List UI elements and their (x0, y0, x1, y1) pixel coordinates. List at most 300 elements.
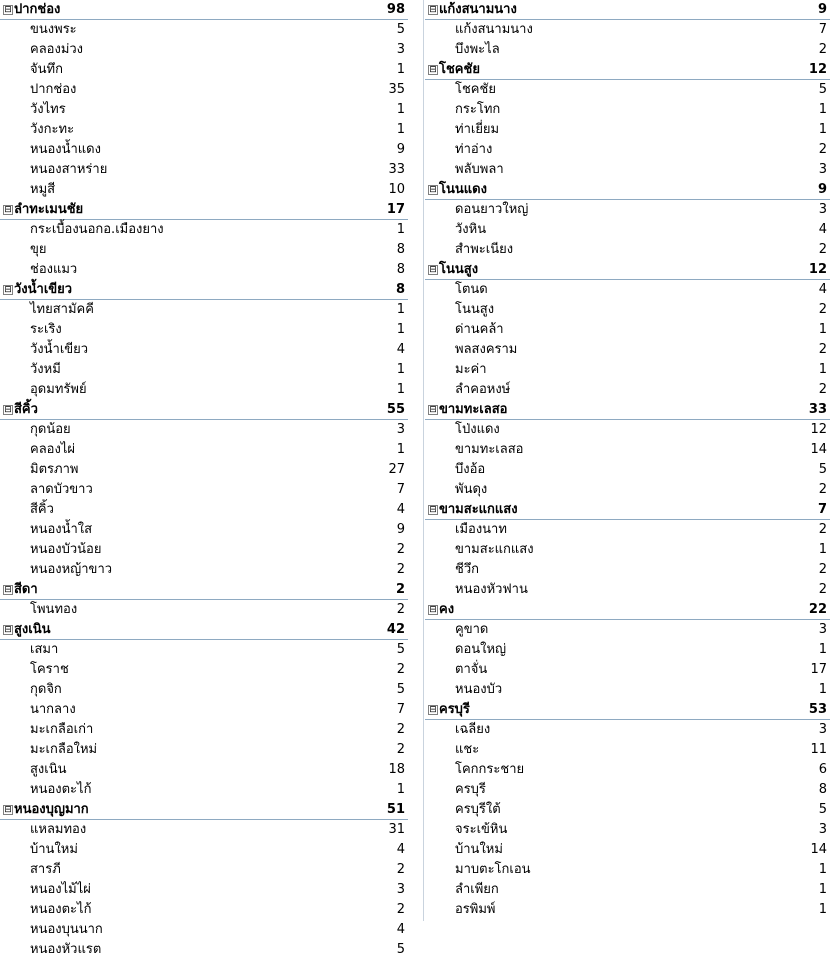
item-value: 5 (396, 642, 405, 657)
group-total: 9 (817, 2, 827, 17)
item-row[interactable] (0, 260, 408, 280)
item-row[interactable] (0, 180, 408, 200)
item-row[interactable] (425, 800, 830, 820)
item-row[interactable] (0, 940, 408, 960)
item-value: 33 (388, 162, 405, 177)
group-label: ปากช่อง (14, 2, 61, 17)
item-row[interactable] (425, 580, 830, 600)
item-value: 5 (396, 22, 405, 37)
item-row[interactable] (425, 820, 830, 840)
group-total: 2 (395, 582, 405, 597)
collapse-toggle-icon[interactable]: ⊟ (4, 625, 12, 635)
item-row[interactable] (425, 360, 830, 380)
group-row[interactable] (0, 580, 408, 600)
item-value: 8 (396, 262, 405, 277)
item-label: ดอนยาวใหญ่ (455, 202, 529, 217)
item-label: หมูสี (30, 182, 56, 197)
item-label: ลำเพียก (455, 882, 499, 897)
item-value: 2 (396, 902, 405, 917)
item-value: 1 (396, 362, 405, 377)
item-value: 3 (818, 202, 827, 217)
item-value: 2 (396, 542, 405, 557)
item-value: 2 (396, 562, 405, 577)
group-row[interactable] (0, 280, 408, 300)
group-total: 42 (386, 622, 405, 637)
collapse-toggle-icon[interactable]: ⊟ (429, 265, 437, 275)
item-row[interactable] (0, 120, 408, 140)
item-row[interactable] (425, 680, 830, 700)
item-label: ลาดบัวขาว (30, 482, 93, 497)
item-value: 31 (388, 822, 405, 837)
item-value: 1 (396, 322, 405, 337)
item-row[interactable] (0, 540, 408, 560)
group-total: 9 (817, 182, 827, 197)
item-row[interactable] (425, 280, 830, 300)
item-value: 5 (818, 802, 827, 817)
item-row[interactable] (425, 880, 830, 900)
item-row[interactable] (425, 620, 830, 640)
group-total: 22 (808, 602, 827, 617)
item-value: 7 (396, 702, 405, 717)
item-label: ไทยสามัคคี (30, 302, 94, 317)
collapse-toggle-icon[interactable]: ⊟ (429, 705, 437, 715)
item-value: 2 (396, 862, 405, 877)
item-value: 4 (396, 342, 405, 357)
item-value: 2 (396, 722, 405, 737)
item-label: วังน้ำเขียว (30, 342, 89, 357)
item-label: เสมา (30, 642, 59, 657)
item-value: 5 (396, 942, 405, 957)
item-label: หนองตะไก้ (30, 902, 92, 917)
item-label: หนองหญ้าขาว (30, 562, 113, 577)
group-label: สีดา (14, 582, 38, 597)
item-label: ดอนใหญ่ (455, 642, 507, 657)
group-total: 51 (386, 802, 405, 817)
group-total: 12 (808, 262, 827, 277)
item-label: เมืองนาท (455, 522, 507, 537)
item-label: วังไทร (30, 102, 66, 117)
item-label: พลับพลา (455, 162, 504, 177)
item-label: กระเบื้องนอกอ.เมืองยาง (30, 222, 164, 237)
item-row[interactable] (0, 220, 408, 240)
item-value: 1 (818, 682, 827, 697)
group-total: 33 (808, 402, 827, 417)
item-label: โป่งแดง (455, 422, 500, 437)
item-value: 2 (818, 522, 827, 537)
item-label: มาบตะโกเอน (455, 862, 531, 877)
item-value: 2 (818, 582, 827, 597)
item-label: มะเกลือเก่า (30, 722, 94, 737)
item-label: อุดมทรัพย์ (30, 382, 87, 397)
column-divider (423, 0, 424, 921)
item-value: 1 (818, 322, 827, 337)
item-row[interactable] (425, 480, 830, 500)
collapse-toggle-icon[interactable]: ⊟ (4, 805, 12, 815)
item-row[interactable] (425, 220, 830, 240)
item-label: ท่าเยี่ยม (455, 122, 500, 137)
item-label: สำพะเนียง (455, 242, 514, 257)
item-value: 9 (396, 522, 405, 537)
item-row[interactable] (425, 860, 830, 880)
item-row[interactable] (0, 380, 408, 400)
item-label: หนองไม้ไผ่ (30, 882, 91, 897)
group-row[interactable] (425, 180, 830, 200)
item-value: 1 (818, 862, 827, 877)
item-row[interactable] (0, 420, 408, 440)
pivot-column-right (425, 0, 830, 920)
collapse-toggle-icon[interactable]: ⊟ (429, 605, 437, 615)
item-row[interactable] (0, 860, 408, 880)
item-value: 1 (818, 102, 827, 117)
item-label: สูงเนิน (30, 762, 67, 777)
item-row[interactable] (0, 60, 408, 80)
item-label: อรพิมพ์ (455, 902, 496, 917)
item-label: สารภี (30, 862, 61, 877)
item-row[interactable] (425, 720, 830, 740)
item-label: ขุย (30, 242, 47, 257)
item-value: 3 (396, 422, 405, 437)
item-label: พันดุง (455, 482, 488, 497)
item-label: คลองม่วง (30, 42, 84, 57)
item-value: 1 (818, 122, 827, 137)
group-label: โนนแดง (439, 182, 487, 197)
item-value: 4 (396, 922, 405, 937)
item-label: ด่านคล้า (455, 322, 504, 337)
item-value: 5 (396, 682, 405, 697)
collapse-toggle-icon[interactable]: ⊟ (429, 505, 437, 515)
item-label: นากลาง (30, 702, 76, 717)
item-label: มะเกลือใหม่ (30, 742, 98, 757)
item-row[interactable] (0, 820, 408, 840)
item-row[interactable] (0, 80, 408, 100)
group-total: 98 (386, 2, 405, 17)
item-row[interactable] (0, 640, 408, 660)
item-row[interactable] (0, 520, 408, 540)
item-row[interactable] (425, 740, 830, 760)
item-row[interactable] (0, 40, 408, 60)
item-label: ช่องแมว (30, 262, 78, 277)
item-label: วังหมี (30, 362, 61, 377)
item-value: 2 (818, 142, 827, 157)
item-row[interactable] (425, 520, 830, 540)
item-value: 2 (396, 662, 405, 677)
item-label: จระเข้หิน (455, 822, 508, 837)
group-label: โนนสูง (439, 262, 479, 277)
item-value: 3 (818, 722, 827, 737)
item-label: โชคชัย (455, 82, 496, 97)
item-value: 35 (388, 82, 405, 97)
item-value: 1 (396, 302, 405, 317)
collapse-toggle-icon[interactable]: ⊟ (429, 65, 437, 75)
item-row[interactable] (0, 920, 408, 940)
item-label: บ้านใหม่ (455, 842, 503, 857)
group-label: ขามทะเลสอ (439, 402, 508, 417)
item-row[interactable] (425, 420, 830, 440)
item-row[interactable] (425, 660, 830, 680)
item-value: 3 (396, 42, 405, 57)
item-label: หนองบัวน้อย (30, 542, 102, 557)
item-row[interactable] (425, 120, 830, 140)
item-value: 3 (818, 822, 827, 837)
item-value: 5 (818, 82, 827, 97)
group-total: 8 (395, 282, 405, 297)
item-value: 1 (396, 442, 405, 457)
group-label: แก้งสนามนาง (439, 2, 517, 17)
group-row[interactable] (425, 60, 830, 80)
group-row[interactable] (425, 500, 830, 520)
group-row[interactable] (0, 400, 408, 420)
item-label: คลองไผ่ (30, 442, 75, 457)
item-label: ตาจั่น (455, 662, 488, 677)
group-label: หนองบุญมาก (14, 802, 89, 817)
item-label: บึงอ้อ (455, 462, 486, 477)
item-row[interactable] (0, 480, 408, 500)
item-row[interactable] (425, 540, 830, 560)
item-row[interactable] (0, 500, 408, 520)
item-label: หนองบัว (455, 682, 503, 697)
item-value: 1 (396, 122, 405, 137)
item-value: 1 (396, 102, 405, 117)
item-label: พลสงคราม (455, 342, 518, 357)
group-label: สีคิ้ว (14, 402, 38, 417)
pivot-column-left (0, 0, 408, 960)
item-value: 2 (818, 242, 827, 257)
item-value: 8 (818, 782, 827, 797)
item-label: ท่าอ่าง (455, 142, 493, 157)
group-total: 17 (386, 202, 405, 217)
item-row[interactable] (425, 440, 830, 460)
item-label: ปากช่อง (30, 82, 77, 97)
item-value: 27 (388, 462, 405, 477)
collapse-toggle-icon[interactable]: ⊟ (4, 405, 12, 415)
item-label: ขนงพระ (30, 22, 77, 37)
item-label: ครบุรีใต้ (455, 802, 501, 817)
item-row[interactable] (425, 460, 830, 480)
item-row[interactable] (425, 320, 830, 340)
item-row[interactable] (425, 140, 830, 160)
item-label: เฉลียง (455, 722, 491, 737)
item-label: วังกะทะ (30, 122, 75, 137)
item-label: ครบุรี (455, 782, 486, 797)
collapse-toggle-icon[interactable]: ⊟ (429, 405, 437, 415)
item-label: กุดจิก (30, 682, 62, 697)
group-label: วังน้ำเขียว (14, 282, 73, 297)
item-value: 2 (818, 342, 827, 357)
collapse-toggle-icon[interactable]: ⊟ (4, 5, 12, 15)
item-label: โนนสูง (455, 302, 495, 317)
collapse-toggle-icon[interactable]: ⊟ (4, 585, 12, 595)
item-row[interactable] (0, 900, 408, 920)
item-value: 4 (396, 502, 405, 517)
item-row[interactable] (0, 840, 408, 860)
item-row[interactable] (425, 80, 830, 100)
item-value: 1 (818, 542, 827, 557)
item-row[interactable] (425, 200, 830, 220)
item-row[interactable] (425, 300, 830, 320)
item-value: 4 (818, 282, 827, 297)
group-total: 53 (808, 702, 827, 717)
item-row[interactable] (0, 700, 408, 720)
item-value: 18 (388, 762, 405, 777)
group-row[interactable] (425, 0, 830, 20)
item-label: จันทึก (30, 62, 63, 77)
item-value: 17 (810, 662, 827, 677)
item-row[interactable] (425, 340, 830, 360)
item-label: กุดน้อย (30, 422, 71, 437)
item-row[interactable] (0, 460, 408, 480)
item-label: คูขาด (455, 622, 489, 637)
item-value: 1 (396, 382, 405, 397)
item-label: หนองตะไก้ (30, 782, 92, 797)
group-row[interactable] (425, 400, 830, 420)
group-total: 7 (817, 502, 827, 517)
item-label: มิตรภาพ (30, 462, 79, 477)
item-row[interactable] (425, 560, 830, 580)
group-label: ขามสะแกแสง (439, 502, 518, 517)
collapse-toggle-icon[interactable]: ⊟ (4, 205, 12, 215)
item-row[interactable] (0, 600, 408, 620)
collapse-toggle-icon[interactable]: ⊟ (429, 5, 437, 15)
item-row[interactable] (0, 680, 408, 700)
item-label: หนองหัวฟาน (455, 582, 528, 597)
item-row[interactable] (0, 780, 408, 800)
item-row[interactable] (0, 440, 408, 460)
item-label: ขามทะเลสอ (455, 442, 524, 457)
item-label: บ้านใหม่ (30, 842, 78, 857)
item-label: สีคิ้ว (30, 502, 54, 517)
item-value: 11 (810, 742, 827, 757)
item-row[interactable] (425, 900, 830, 920)
item-row[interactable] (425, 160, 830, 180)
item-value: 1 (396, 62, 405, 77)
item-label: ชีวึก (455, 562, 479, 577)
item-value: 3 (818, 162, 827, 177)
item-label: หนองสาหร่าย (30, 162, 108, 177)
item-row[interactable] (0, 240, 408, 260)
item-label: กระโทก (455, 102, 501, 117)
item-row[interactable] (425, 380, 830, 400)
item-value: 1 (818, 362, 827, 377)
group-row[interactable] (425, 260, 830, 280)
group-row[interactable] (425, 700, 830, 720)
item-label: โตนด (455, 282, 488, 297)
item-label: บึงพะไล (455, 42, 500, 57)
group-total: 55 (386, 402, 405, 417)
item-label: ระเริง (30, 322, 62, 337)
item-label: หนองน้ำใส (30, 522, 93, 537)
item-row[interactable] (0, 740, 408, 760)
item-row[interactable] (0, 300, 408, 320)
item-value: 8 (396, 242, 405, 257)
item-row[interactable] (425, 20, 830, 40)
item-value: 2 (818, 302, 827, 317)
item-label: แก้งสนามนาง (455, 22, 533, 37)
item-row[interactable] (0, 720, 408, 740)
item-row[interactable] (425, 780, 830, 800)
group-row[interactable] (0, 800, 408, 820)
item-row[interactable] (0, 560, 408, 580)
item-row[interactable] (425, 840, 830, 860)
item-row[interactable] (425, 760, 830, 780)
group-label: ลำทะเมนชัย (14, 202, 84, 217)
item-value: 5 (818, 462, 827, 477)
item-value: 14 (810, 842, 827, 857)
item-row[interactable] (0, 20, 408, 40)
group-row[interactable] (425, 600, 830, 620)
item-value: 1 (396, 222, 405, 237)
item-value: 7 (396, 482, 405, 497)
item-row[interactable] (0, 760, 408, 780)
item-value: 2 (396, 742, 405, 757)
item-row[interactable] (0, 160, 408, 180)
item-row[interactable] (425, 100, 830, 120)
item-value: 4 (818, 222, 827, 237)
item-row[interactable] (425, 240, 830, 260)
group-label: โชคชัย (439, 62, 480, 77)
item-value: 4 (396, 842, 405, 857)
item-value: 3 (396, 882, 405, 897)
group-label: ครบุรี (439, 702, 470, 717)
item-value: 9 (396, 142, 405, 157)
group-label: สูงเนิน (14, 622, 51, 637)
item-value: 10 (388, 182, 405, 197)
group-label: คง (439, 602, 455, 617)
item-row[interactable] (0, 360, 408, 380)
item-label: มะค่า (455, 362, 487, 377)
item-label: หนองน้ำแดง (30, 142, 101, 157)
item-label: ลำคอหงษ์ (455, 382, 511, 397)
item-value: 2 (818, 482, 827, 497)
group-row[interactable] (0, 0, 408, 20)
item-value: 1 (396, 782, 405, 797)
item-label: แชะ (455, 742, 480, 757)
item-row[interactable] (0, 320, 408, 340)
item-value: 1 (818, 642, 827, 657)
item-value: 7 (818, 22, 827, 37)
item-label: หนองบุนนาก (30, 922, 103, 937)
item-value: 3 (818, 622, 827, 637)
group-row[interactable] (0, 620, 408, 640)
item-label: โคราช (30, 662, 69, 677)
item-label: โพนทอง (30, 602, 78, 617)
item-label: แหลมทอง (30, 822, 87, 837)
item-row[interactable] (0, 880, 408, 900)
group-total: 12 (808, 62, 827, 77)
item-row[interactable] (0, 100, 408, 120)
item-row[interactable] (0, 140, 408, 160)
item-label: หนองหัวแรต (30, 942, 102, 957)
collapse-toggle-icon[interactable]: ⊟ (4, 285, 12, 295)
item-label: ขามสะแกแสง (455, 542, 534, 557)
group-row[interactable] (0, 200, 408, 220)
item-row[interactable] (0, 660, 408, 680)
item-row[interactable] (425, 40, 830, 60)
item-value: 14 (810, 442, 827, 457)
item-value: 6 (818, 762, 827, 777)
item-row[interactable] (425, 640, 830, 660)
item-label: โคกกระชาย (455, 762, 525, 777)
collapse-toggle-icon[interactable]: ⊟ (429, 185, 437, 195)
item-row[interactable] (0, 340, 408, 360)
item-value: 12 (810, 422, 827, 437)
item-value: 1 (818, 882, 827, 897)
item-value: 2 (818, 382, 827, 397)
item-value: 1 (818, 902, 827, 917)
item-label: วังหิน (455, 222, 487, 237)
item-value: 2 (818, 562, 827, 577)
item-value: 2 (396, 602, 405, 617)
item-value: 2 (818, 42, 827, 57)
